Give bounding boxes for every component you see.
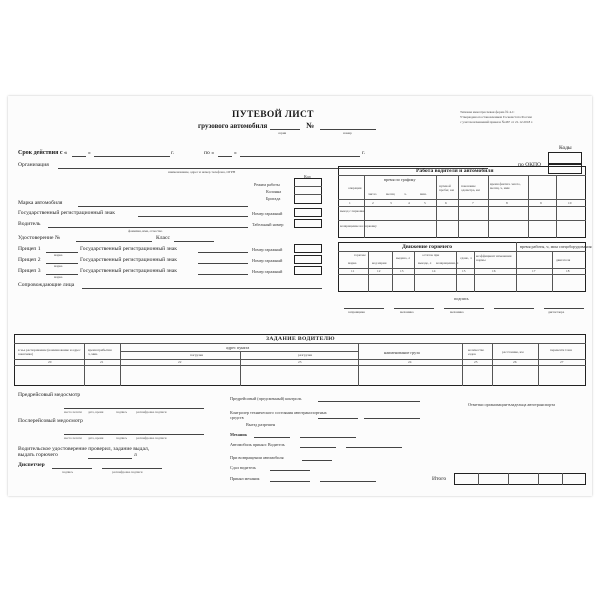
- sig-hint: механика: [450, 310, 464, 314]
- sig-hint: место печати: [64, 436, 82, 440]
- col-num: 16: [492, 269, 496, 273]
- divider: [474, 251, 475, 292]
- number-label: номер: [343, 131, 352, 135]
- hint: марка: [54, 275, 63, 279]
- trailer3-reg: Государственный регистрационный знак: [80, 268, 177, 274]
- pretrip-control-field[interactable]: [318, 401, 420, 402]
- divider: [338, 199, 586, 200]
- fuel-special: время работы, ч, мин спецоборудования: [520, 244, 592, 249]
- handed-driver-sig[interactable]: [270, 470, 310, 471]
- class-field[interactable]: [174, 241, 214, 242]
- trailer2-garage-box[interactable]: [294, 255, 322, 264]
- tech-control-name[interactable]: [364, 418, 420, 419]
- dispatcher-label: Диспетчер: [18, 462, 45, 468]
- fuel-brand: марка: [348, 261, 357, 265]
- divider: [392, 251, 393, 292]
- class-label: Класс: [156, 235, 170, 241]
- driver-label: Водитель: [18, 221, 41, 227]
- task-col-unloading: разгрузки: [298, 353, 313, 357]
- liters-unit: л: [134, 452, 137, 458]
- sig-hint: дата, время: [88, 436, 104, 440]
- col-operation: операция: [348, 186, 362, 190]
- sig-hint: расшифровка подписи: [112, 470, 143, 474]
- mechanic-label: Механик: [230, 432, 248, 437]
- series-line: [270, 129, 300, 130]
- mechanic-sig[interactable]: [254, 437, 290, 438]
- divider: [414, 251, 415, 292]
- col-num: 6: [445, 201, 447, 205]
- divider: [14, 343, 586, 344]
- col-num: 7: [472, 201, 474, 205]
- fuel-coef: коэффициент изменения нормы: [476, 254, 512, 262]
- col-num: 23: [298, 360, 302, 364]
- col-num: 15: [462, 269, 466, 273]
- task-col-address: адрес пункта: [226, 345, 250, 350]
- sig-hint: подпись: [116, 436, 128, 440]
- reg-sign-field[interactable]: [138, 216, 248, 217]
- col-num: 5: [424, 201, 426, 205]
- task-col-trips: количество ездок: [468, 348, 485, 356]
- series-label: серия: [278, 131, 287, 135]
- trailer3-garage-box[interactable]: [294, 266, 322, 275]
- fuel-engine: двигателя: [556, 258, 571, 262]
- sig-hint: заправщика: [348, 310, 365, 314]
- col-num: 13: [400, 269, 404, 273]
- trailer2-label: Прицеп 2: [18, 257, 41, 263]
- escort-field[interactable]: [82, 288, 322, 289]
- col-num: 14: [432, 269, 436, 273]
- quote: »: [88, 150, 91, 156]
- tabel-no-box[interactable]: [294, 219, 322, 228]
- col-hours: ч.: [404, 192, 407, 196]
- form-subtitle: грузового автомобиля: [198, 122, 268, 130]
- col-num: 21: [100, 360, 104, 364]
- column-label: Колонна: [266, 189, 282, 194]
- license-check-label: Водительское удостоверение проверил, задание выдал, выдать горючего: [18, 446, 150, 458]
- sig-hint: дата, время: [88, 410, 104, 414]
- trailer2-reg-field[interactable]: [198, 263, 248, 264]
- number-line: [320, 129, 376, 130]
- license-field[interactable]: [76, 241, 152, 242]
- col-num: 27: [560, 360, 564, 364]
- col-num: 9: [540, 201, 542, 205]
- sig-hint: подпись: [116, 410, 128, 414]
- trailer1-reg-field[interactable]: [198, 252, 248, 253]
- divider: [338, 206, 586, 207]
- fuel-departure: выезде, л: [418, 261, 432, 265]
- dispatcher-sig[interactable]: [52, 468, 92, 469]
- driver-hint: фамилия, имя, отчество: [128, 229, 163, 233]
- car-accepted-label: Автомобиль принял: Водитель: [230, 442, 285, 447]
- sig-extra[interactable]: [544, 308, 584, 309]
- waybill-form: [8, 96, 592, 496]
- return-field[interactable]: [302, 460, 332, 461]
- fuel-col: горючее: [354, 253, 366, 257]
- org-label: Организация: [18, 162, 49, 168]
- reg-sign-label: Государственный регистрационный знак: [18, 210, 115, 216]
- col-num: 10: [568, 201, 572, 205]
- validity-month-to[interactable]: [240, 156, 360, 157]
- task-col-order: в чье распоряжение (наименование и адрес заказчика): [18, 348, 81, 356]
- pretrip-med-label: Предрейсовый медосмотр: [18, 392, 81, 398]
- accepted-mech-label: Принял механик: [230, 476, 260, 481]
- fuel-return: возвращении, л: [436, 261, 459, 265]
- col-num: 11: [351, 269, 355, 273]
- fuel-title: Движение горючего: [402, 244, 453, 250]
- car-brand-field[interactable]: [78, 206, 248, 207]
- standard-note: Типовая межотраслевая форма № 4-С Утверждена постановлением Госкомстата России с учетом изменений приказа №467 от 21.12.2018 г.: [460, 110, 533, 124]
- divider: [538, 473, 539, 485]
- divider: [516, 242, 517, 292]
- col-num: 24: [408, 360, 412, 364]
- accepted-mech-name[interactable]: [320, 481, 376, 482]
- to-label: по «: [204, 150, 214, 156]
- handed-driver-label: Сдал водитель: [230, 465, 256, 470]
- trailer2-garage: Номер гаражный: [252, 258, 283, 263]
- number-sign: №: [306, 121, 315, 130]
- task-col-arrival: время прибытия ч, мин.: [88, 348, 112, 356]
- hint: марка: [54, 253, 63, 257]
- col-num: 3: [390, 201, 392, 205]
- car-brand-label: Марка автомобиля: [18, 200, 63, 206]
- col-num: 26: [513, 360, 517, 364]
- trailer1-garage-box[interactable]: [294, 244, 322, 253]
- pretrip-control-label: Предрейсовый (предсменный) контроль: [230, 396, 302, 401]
- itogo-box[interactable]: [454, 473, 586, 485]
- codes-label: Коды: [559, 145, 572, 151]
- divider: [456, 251, 457, 292]
- work-title: Работа водителя и автомобиля: [416, 168, 494, 174]
- divider: [552, 251, 553, 292]
- signatures-label: подпись: [454, 296, 469, 301]
- col-schedule: время по графику: [384, 177, 416, 182]
- org-hint: наименование, адрес и номер телефона, ОГРН: [168, 170, 236, 174]
- divider: [294, 186, 322, 187]
- tabel-no-label: Табельный номер: [252, 222, 284, 227]
- itogo-label: Итого: [432, 476, 447, 482]
- sig-hint: механика: [400, 310, 414, 314]
- carrier-mark-label: Отметки организации-владельца автотранспорта: [468, 402, 555, 407]
- task-col-tons: перевезти тонн: [550, 348, 572, 352]
- col-num: 8: [506, 201, 508, 205]
- exit-allowed-label: Выезд разрешен: [246, 422, 276, 427]
- col-num: 20: [48, 360, 52, 364]
- sig-hint: место печати: [64, 410, 82, 414]
- task-col-cargo: наименование груза: [384, 350, 420, 355]
- trailer1-label: Прицеп 1: [18, 246, 41, 252]
- divider: [294, 194, 322, 195]
- col-num: 17: [532, 269, 536, 273]
- validity-day-from[interactable]: [72, 156, 86, 157]
- kod-label: Код: [304, 174, 311, 179]
- on-return-label: При возвращении автомобиля: [230, 455, 284, 460]
- sig-hint: диспетчера: [548, 310, 565, 314]
- divider: [478, 473, 479, 485]
- col-zero-run: нулевой пробег, км: [439, 184, 454, 192]
- col-num: 22: [178, 360, 182, 364]
- garage-no-box[interactable]: [294, 208, 322, 217]
- divider: [240, 351, 241, 386]
- license-label: Удостоверение №: [18, 235, 61, 241]
- divider: [508, 473, 509, 485]
- col-num: 12: [377, 269, 381, 273]
- row-exit: выезд с парковки: [340, 209, 365, 213]
- accepted-mech-sig[interactable]: [270, 481, 310, 482]
- year-label: г.: [171, 150, 175, 156]
- sig-mech1[interactable]: [394, 308, 434, 309]
- fuel-table: [338, 242, 586, 292]
- col-fact-time: время фактич. число, месяц, ч, мин: [490, 182, 521, 190]
- col-month: месяц: [386, 192, 395, 196]
- posttrip-med-label: Послерейсовый медосмотр: [18, 418, 83, 424]
- sig-mech2[interactable]: [444, 308, 484, 309]
- divider: [338, 251, 586, 252]
- sig-dispatcher[interactable]: [494, 308, 534, 309]
- mechanic-name[interactable]: [300, 437, 356, 438]
- sig-hint: подпись: [62, 470, 74, 474]
- tech-control-label: Контролер технического состояния автотранспортных средств: [230, 410, 327, 420]
- divider: [338, 220, 586, 221]
- divider: [338, 175, 586, 176]
- trailer1-reg: Государственный регистрационный знак: [80, 246, 177, 252]
- sig-hint: расшифровка подписи: [136, 410, 167, 414]
- fuel-issued: выдано, л: [396, 256, 411, 260]
- task-col-distance: расстояние, км: [502, 350, 524, 354]
- fuel-remaining: остаток при: [422, 253, 440, 257]
- trailer3-label: Прицеп 3: [18, 268, 41, 274]
- sig-refueler[interactable]: [344, 308, 384, 309]
- trailer2-reg: Государственный регистрационный знак: [80, 257, 177, 263]
- row-return: возвращение на парковку: [340, 224, 377, 228]
- col-num: 4: [408, 201, 410, 205]
- col-num: 18: [566, 269, 570, 273]
- validity-day-to[interactable]: [218, 156, 232, 157]
- hint: марка: [54, 264, 63, 268]
- divider: [562, 473, 563, 485]
- okpo-label: по ОКПО: [518, 162, 542, 168]
- task-col-loading: погрузки: [190, 353, 204, 357]
- sig-hint: расшифровка подписи: [136, 436, 167, 440]
- fuel-handed: сдано, л: [460, 256, 472, 260]
- validity-month-from[interactable]: [94, 156, 170, 157]
- escort-label: Сопровождающие лица: [18, 282, 75, 288]
- driver-accept-name[interactable]: [346, 447, 402, 448]
- dispatcher-name[interactable]: [102, 468, 162, 469]
- divider: [338, 274, 586, 275]
- divider: [14, 365, 586, 366]
- col-minutes: мин.: [420, 192, 427, 196]
- mode-code-box[interactable]: [294, 178, 322, 204]
- trailer3-reg-field[interactable]: [198, 274, 248, 275]
- quote: »: [234, 150, 237, 156]
- work-mode-label: Режим работы: [254, 182, 280, 187]
- year-label: г.: [362, 150, 366, 156]
- posttrip-med-field[interactable]: [64, 434, 204, 435]
- col-odometer: показание одометра, км: [461, 184, 480, 192]
- col-num: 2: [372, 201, 374, 205]
- tech-control-sig[interactable]: [318, 418, 358, 419]
- task-title: ЗАДАНИЕ ВОДИТЕЛЮ: [266, 336, 335, 342]
- trailer3-garage: Номер гаражный: [252, 269, 283, 274]
- pretrip-med-field[interactable]: [64, 408, 204, 409]
- col-num: 1: [349, 201, 351, 205]
- col-num: 25: [474, 360, 478, 364]
- divider: [368, 251, 369, 292]
- trailer1-garage: Номер гаражный: [252, 247, 283, 252]
- garage-no-label: Номер гаражный: [252, 211, 283, 216]
- fuel-issue-field[interactable]: [88, 458, 132, 459]
- divider: [120, 351, 358, 352]
- col-date: число: [368, 192, 377, 196]
- validity-label: Срок действия с «: [18, 150, 67, 156]
- fuel-code: код марки: [372, 261, 387, 265]
- brigade-label: Бригада: [266, 196, 281, 201]
- driver-field[interactable]: [48, 227, 248, 228]
- form-title: ПУТЕВОЙ ЛИСТ: [232, 110, 314, 120]
- driver-accept-sig[interactable]: [300, 447, 336, 448]
- okpo-code-box[interactable]: [548, 152, 582, 164]
